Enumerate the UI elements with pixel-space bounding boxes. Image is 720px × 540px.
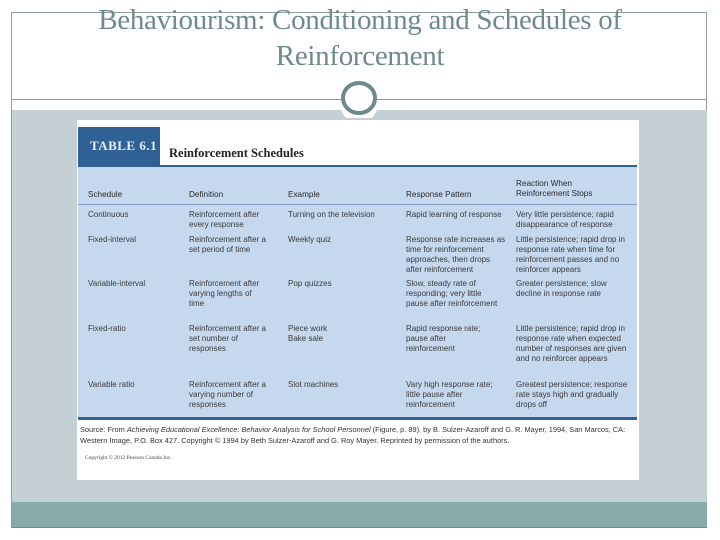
- column-header-schedule: Schedule: [88, 190, 123, 199]
- column-header-example: Example: [288, 190, 320, 199]
- slide-title: [12, 2, 708, 74]
- cell-response-pattern: Rapid response rate; pause after reinforcement: [406, 324, 481, 353]
- cell-example: Turning on the television: [288, 210, 375, 219]
- cell-schedule: Fixed-ratio: [88, 324, 126, 333]
- cell-schedule: Variable-interval: [88, 279, 146, 288]
- cell-definition: Reinforcement after a set number of responses: [189, 324, 266, 353]
- source-details: (Figure, p. 89), by B. Sulzer-Azaroff and G. R. Mayer, 1994, San Marcos, CA: Western Image, P.O. Box 427. Copyright © 1994 by Beth Sulzer-Azaroff and G. Roy Mayer. Reprinted by permission of the authors.: [80, 425, 626, 445]
- table-number-badge: TABLE 6.1: [78, 127, 160, 165]
- header-rule: [78, 204, 637, 205]
- cell-response-pattern: Vary high response rate; little pause after reinforcement: [406, 380, 493, 409]
- slide-title-line-1: Behaviourism: Conditioning and Schedules of: [98, 4, 622, 36]
- source-book-title: Achieving Educational Excellence: Behavior Analysis for School Personnel: [126, 425, 371, 434]
- cell-example: Slot machines: [288, 380, 339, 389]
- table-figure: [77, 120, 639, 480]
- table-title: Reinforcement Schedules: [169, 146, 304, 160]
- source-citation: [80, 425, 635, 446]
- cell-reaction: Little persistence; rapid drop in response rate when expected number of responses are given and no reinforcer appears: [516, 324, 627, 363]
- cell-reaction: Little persistence; rapid drop in response rate when time for reinforcement passes and no reinforcer appears: [516, 235, 625, 274]
- cell-reaction: Greater persistence; slow decline in response rate: [516, 279, 607, 298]
- cell-example-line-2: Bake sale: [288, 334, 324, 343]
- cell-definition: Reinforcement after every response: [189, 210, 260, 229]
- cell-example-line-1: Piece work: [288, 324, 328, 333]
- cell-example: Pop quizzes: [288, 279, 332, 288]
- cell-example: Weekly quiz: [288, 235, 331, 244]
- source-prefix: Source: From: [80, 425, 127, 434]
- cell-response-pattern: Slow, steady rate of responding; very little pause after reinforcement: [406, 279, 498, 308]
- column-header-reaction-line-1: Reaction When: [516, 179, 572, 188]
- cell-definition: Reinforcement after a set period of time: [189, 235, 266, 254]
- cell-response-pattern: Rapid learning of response: [406, 210, 502, 219]
- column-header-response-pattern: Response Pattern: [406, 190, 472, 199]
- cell-schedule: Continuous: [88, 210, 129, 219]
- slide-title-line-2: Reinforcement: [275, 40, 445, 72]
- circle-ornament-icon: [339, 80, 379, 116]
- column-header-reaction-line-2: Reinforcement Stops: [516, 189, 593, 198]
- cell-response-pattern: Response rate increases as time for reinforcement approaches, then drops after reinforcement: [406, 235, 506, 274]
- cell-definition: Reinforcement after varying lengths of time: [189, 279, 260, 308]
- column-header-reaction: [516, 179, 592, 199]
- footer-band: [12, 502, 707, 528]
- cell-reaction: Greatest persistence; response rate stays high and gradually drops off: [516, 380, 628, 409]
- cell-example: [288, 324, 400, 344]
- cell-schedule: Variable ratio: [88, 380, 135, 389]
- table-body: [78, 165, 637, 420]
- cell-schedule: Fixed-interval: [88, 235, 137, 244]
- copyright-notice: Copyright © 2012 Pearson Canada Inc.: [85, 455, 172, 461]
- cell-definition: Reinforcement after a varying number of responses: [189, 380, 266, 409]
- cell-reaction: Very little persistence; rapid disappearance of response: [516, 210, 614, 229]
- column-header-definition: Definition: [189, 190, 224, 199]
